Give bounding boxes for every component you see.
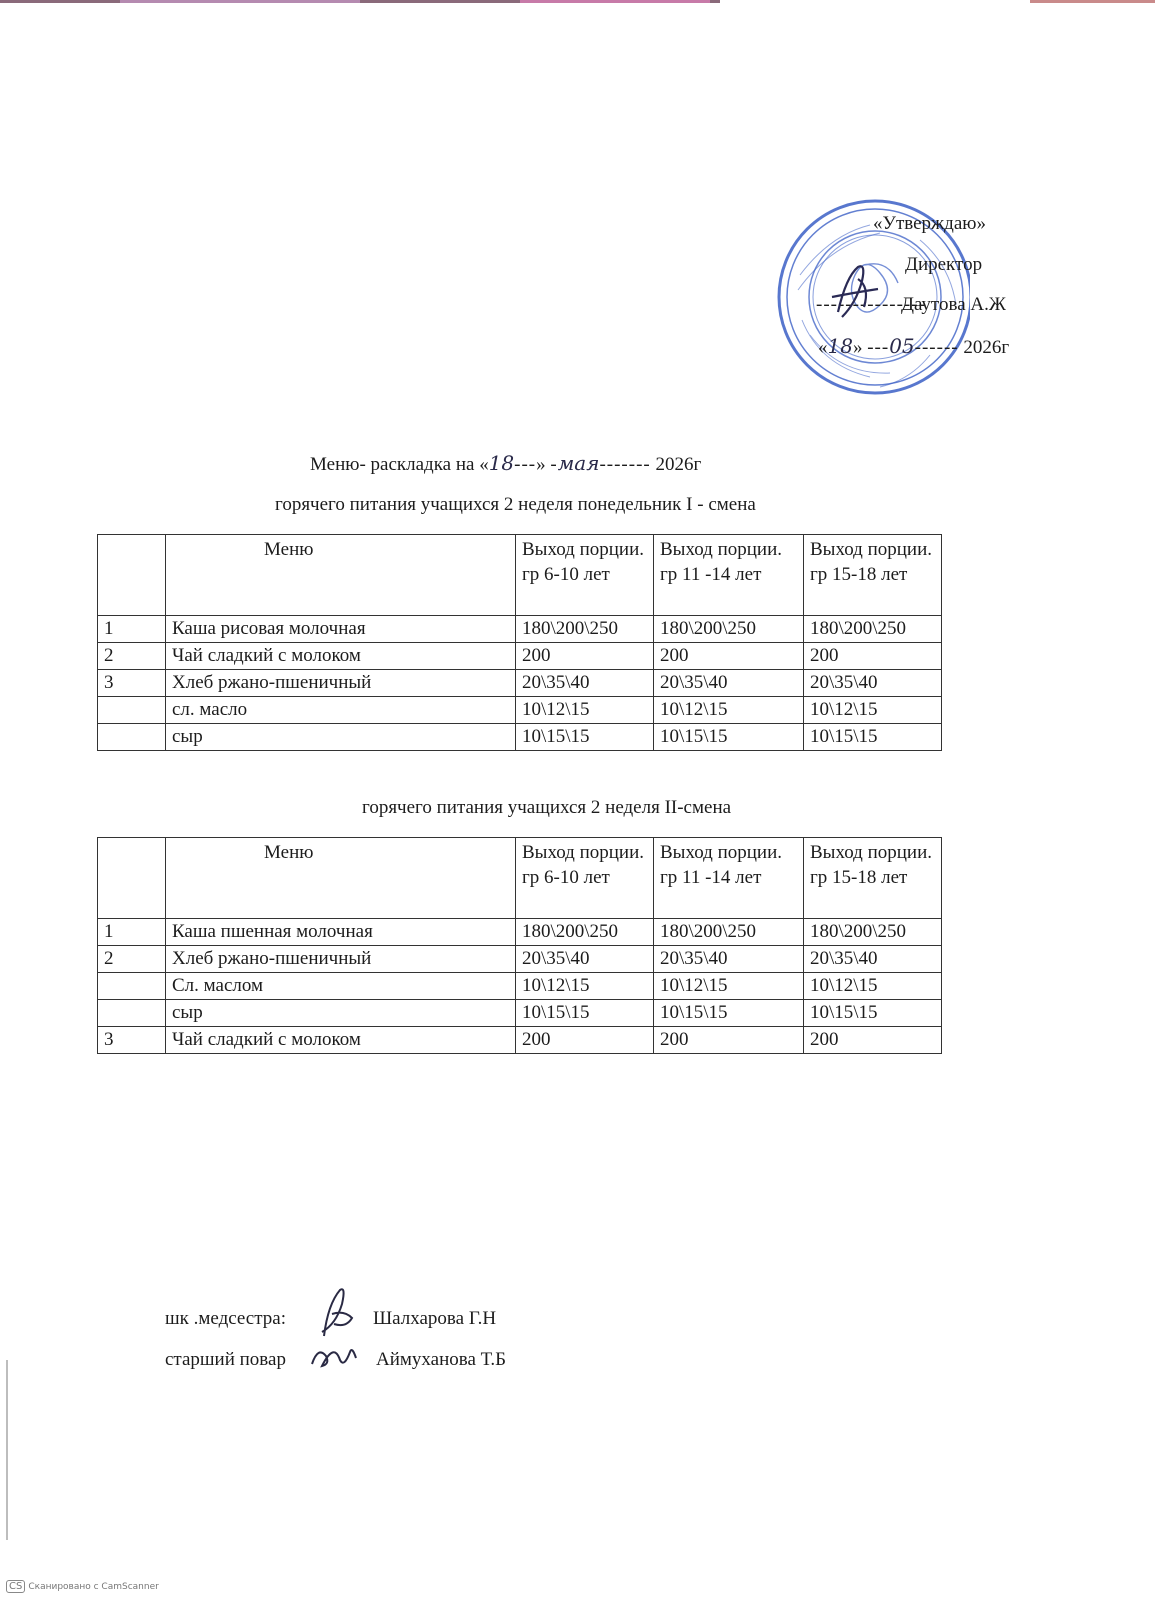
approval-block bbox=[770, 195, 1070, 415]
header-menu-label: Меню bbox=[264, 842, 314, 863]
row-number: 1 bbox=[98, 919, 166, 946]
dish-name: Чай сладкий с молоком bbox=[166, 1027, 516, 1054]
header-cell: Выход порции. гр 11 -14 лет bbox=[654, 535, 804, 616]
scanner-text: Сканировано с CamScanner bbox=[28, 1582, 159, 1592]
portion-6-10: 20\35\40 bbox=[516, 946, 654, 973]
portion-15-18: 200 bbox=[804, 643, 942, 670]
table-row bbox=[98, 616, 942, 643]
portion-6-10: 10\12\15 bbox=[516, 697, 654, 724]
portion-15-18: 20\35\40 bbox=[804, 946, 942, 973]
scanner-badge: CS bbox=[6, 1580, 25, 1593]
dish-name: Сл. маслом bbox=[166, 973, 516, 1000]
table-row bbox=[98, 946, 942, 973]
header-cell bbox=[98, 838, 166, 919]
shift2-menu-table bbox=[97, 837, 942, 1054]
portion-6-10: 20\35\40 bbox=[516, 670, 654, 697]
portion-15-18: 10\15\15 bbox=[804, 1000, 942, 1027]
shift1-menu-table bbox=[97, 534, 942, 751]
title-day: 18 bbox=[488, 451, 515, 475]
approver-position: Директор bbox=[905, 254, 983, 275]
table-row bbox=[98, 643, 942, 670]
row-number: 2 bbox=[98, 946, 166, 973]
dish-name: сыр bbox=[166, 1000, 516, 1027]
portion-15-18: 10\15\15 bbox=[804, 724, 942, 751]
nurse-signature bbox=[310, 1284, 360, 1340]
portion-6-10: 200 bbox=[516, 643, 654, 670]
cook-signature bbox=[308, 1338, 358, 1372]
header-cell bbox=[166, 838, 516, 919]
portion-6-10: 10\12\15 bbox=[516, 973, 654, 1000]
table-row bbox=[98, 670, 942, 697]
director-signature bbox=[818, 257, 888, 327]
portion-6-10: 10\15\15 bbox=[516, 1000, 654, 1027]
approve-label: «Утверждаю» bbox=[873, 213, 986, 234]
table-row bbox=[98, 973, 942, 1000]
portion-11-14: 180\200\250 bbox=[654, 616, 804, 643]
table-row bbox=[98, 724, 942, 751]
dish-name: Хлеб ржано-пшеничный bbox=[166, 670, 516, 697]
scan-top-edge bbox=[0, 0, 1155, 6]
dish-name: сл. масло bbox=[166, 697, 516, 724]
header-cell bbox=[98, 535, 166, 616]
table-row bbox=[98, 1027, 942, 1054]
portion-11-14: 10\12\15 bbox=[654, 973, 804, 1000]
signatory-role: шк .медсестра: bbox=[165, 1308, 286, 1329]
title-prefix: Меню- раскладка на bbox=[310, 454, 475, 475]
portion-11-14: 200 bbox=[654, 1027, 804, 1054]
portion-15-18: 180\200\250 bbox=[804, 919, 942, 946]
row-number: 1 bbox=[98, 616, 166, 643]
approval-year: 2026г bbox=[963, 337, 1010, 358]
portion-11-14: 180\200\250 bbox=[654, 919, 804, 946]
portion-11-14: 20\35\40 bbox=[654, 670, 804, 697]
header-cell: Выход порции. гр 15-18 лет bbox=[804, 838, 942, 919]
portion-11-14: 20\35\40 bbox=[654, 946, 804, 973]
row-number bbox=[98, 973, 166, 1000]
cook-signature-line bbox=[165, 1349, 286, 1371]
title-month: мая bbox=[557, 451, 600, 475]
row-number bbox=[98, 697, 166, 724]
portion-6-10: 180\200\250 bbox=[516, 616, 654, 643]
portion-6-10: 180\200\250 bbox=[516, 919, 654, 946]
scanner-watermark bbox=[6, 1580, 159, 1593]
dish-name: Чай сладкий с молоком bbox=[166, 643, 516, 670]
dish-name: сыр bbox=[166, 724, 516, 751]
header-cell: Выход порции. гр 6-10 лет bbox=[516, 535, 654, 616]
table-row bbox=[98, 697, 942, 724]
approver-name: Даутова А.Ж bbox=[901, 294, 1006, 315]
signatory-role: старший повар bbox=[165, 1349, 286, 1370]
portion-15-18: 180\200\250 bbox=[804, 616, 942, 643]
table-row bbox=[98, 919, 942, 946]
row-number: 2 bbox=[98, 643, 166, 670]
scan-left-edge bbox=[6, 1360, 8, 1540]
table-row bbox=[98, 1000, 942, 1027]
nurse-signature-line bbox=[165, 1308, 286, 1330]
portion-15-18: 200 bbox=[804, 1027, 942, 1054]
signatory-name: Аймуханова Т.Б bbox=[376, 1349, 507, 1370]
title-year: 2026г bbox=[655, 454, 702, 475]
dish-name: Каша пшенная молочная bbox=[166, 919, 516, 946]
portion-11-14: 10\15\15 bbox=[654, 724, 804, 751]
row-number: 3 bbox=[98, 670, 166, 697]
header-cell: Выход порции. гр 15-18 лет bbox=[804, 535, 942, 616]
portion-11-14: 10\12\15 bbox=[654, 697, 804, 724]
shift1-subtitle: горячего питания учащихся 2 неделя понедельник I - смена bbox=[275, 494, 756, 515]
dish-name: Каша рисовая молочная bbox=[166, 616, 516, 643]
approval-date: «18» ---05------ 2026г bbox=[818, 334, 1010, 358]
header-cell bbox=[166, 535, 516, 616]
shift2-subtitle: горячего питания учащихся 2 неделя II-смена bbox=[362, 797, 732, 818]
row-number bbox=[98, 724, 166, 751]
portion-11-14: 10\15\15 bbox=[654, 1000, 804, 1027]
signature-line: --------------- bbox=[816, 294, 926, 315]
header-cell: Выход порции. гр 6-10 лет bbox=[516, 838, 654, 919]
header-menu-label: Меню bbox=[264, 539, 314, 560]
row-number bbox=[98, 1000, 166, 1027]
signatory-name: Шалхарова Г.Н bbox=[373, 1308, 497, 1329]
portion-15-18: 10\12\15 bbox=[804, 697, 942, 724]
approval-day: 18 bbox=[827, 334, 853, 358]
portion-6-10: 200 bbox=[516, 1027, 654, 1054]
dish-name: Хлеб ржано-пшеничный bbox=[166, 946, 516, 973]
table-header-row bbox=[98, 535, 942, 616]
page-title: Меню- раскладка на «18---» -мая------- 2026г bbox=[310, 451, 702, 475]
portion-15-18: 10\12\15 bbox=[804, 973, 942, 1000]
header-cell: Выход порции. гр 11 -14 лет bbox=[654, 838, 804, 919]
approval-month: 05 bbox=[889, 334, 915, 358]
table-header-row bbox=[98, 838, 942, 919]
row-number: 3 bbox=[98, 1027, 166, 1054]
portion-11-14: 200 bbox=[654, 643, 804, 670]
portion-6-10: 10\15\15 bbox=[516, 724, 654, 751]
portion-15-18: 20\35\40 bbox=[804, 670, 942, 697]
